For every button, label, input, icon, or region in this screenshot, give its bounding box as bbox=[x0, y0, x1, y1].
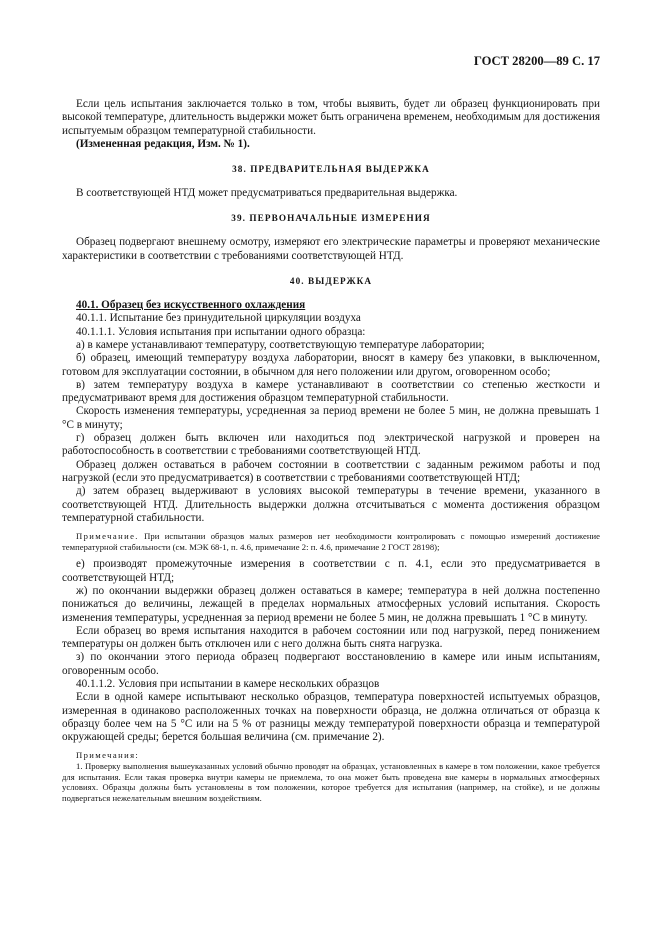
notes-label: Примечания: bbox=[76, 750, 140, 761]
document-page bbox=[62, 54, 600, 809]
amendment-note: (Измененная редакция, Изм. № 1). bbox=[76, 137, 250, 150]
rate-paragraph: Скорость изменения температуры, усредненная за период времени не более 5 мин, не должна превышать 1 °С в минуту; bbox=[62, 405, 600, 431]
item-zh: ж) по окончании выдержки образец должен оставаться в камере; температура в ней должна постепенно понижаться до величины, лежащей в пределах нормальных атмосферных условий испытания. Скорость изменения температуры, усредненная за период времени не более 5 мин, не должна превышать 1 °С в минуту. bbox=[62, 584, 600, 624]
subsection-40-1-1-1-heading: 40.1.1.1. Условия испытания при испытании одного образца: bbox=[76, 325, 366, 338]
item-b: б) образец, имеющий температуру воздуха лаборатории, вносят в камеру без упаковки, в выключенном, готовом для эксплуатации состоянии, в обычном для него положении или другом, оговоренном особо; bbox=[62, 352, 600, 378]
item-a: а) в камере устанавливают температуру, соответствующую температуре лаборатории; bbox=[76, 338, 485, 351]
section-39-text: Образец подвергают внешнему осмотру, измеряют его электрические параметры и проверяют механические характеристики в соответствии с требованиями соответствующей НТД. bbox=[62, 236, 600, 262]
subsection-40-1-heading: 40.1. Образец без искусственного охлаждения bbox=[76, 299, 306, 312]
multiple-samples-paragraph: Если в одной камере испытывают несколько образцов, температура поверхностей испытуемых образцов, измеренная в одинаково расположенных точках на поверхности образца, не должна отличаться от образца к образцу более чем на 5 °С или на 5 % от разницы между температурой поверхности образца и температурой окружающей среды; берется большая величина (см. примечание 2). bbox=[62, 691, 600, 744]
note-1: 1. Проверку выполнения вышеуказанных условий обычно проводят на образцах, установленных в камере в том положении, какое требуется для испытания. Если такая проверка внутри камеры не приемлема, то она может быть проведена вне камеры в нормальных атмосферных условиях. Образцы должны быть установлены в том положении, которое требуется для испытания (например, на стойке), и не должны подвергаться нежелательным внешним воздействиям. bbox=[62, 761, 600, 803]
subsection-40-1-1-2-heading: 40.1.1.2. Условия при испытании в камере нескольких образцов bbox=[76, 677, 380, 690]
note-text: При испытании образцов малых размеров нет необходимости контролировать с помощью измерений достижение температурной стабильности (см. МЭК 68-1, п. 4.6, примечание 2: п. 4.6, примечание 2 ГОСТ 28198); bbox=[62, 531, 601, 552]
item-e: е) производят промежуточные измерения в соответствии с п. 4.1, если это предусматривается в соответствующей НТД; bbox=[62, 558, 600, 584]
note-small-samples bbox=[62, 531, 600, 552]
item-v: в) затем температуру воздуха в камере устанавливают в соответствии со степенью жесткости и предусматривают время для достижения образцом температурной стабильности. bbox=[62, 378, 600, 405]
intro-paragraph: Если цель испытания заключается только в том, чтобы выявить, будет ли образец функционировать при высокой температуре, длительность выдержки может быть ограничена временем, необходимым для достижения испытуемым образцом температурной стабильности. bbox=[62, 98, 600, 137]
item-g: г) образец должен быть включен или находиться под электрической нагрузкой и проверен на работоспособность в соответствии с требованиями соответствующей НТД. bbox=[62, 432, 600, 458]
section-40-title: 40. ВЫДЕРЖКА bbox=[289, 276, 373, 287]
section-38-title: 38. ПРЕДВАРИТЕЛЬНАЯ ВЫДЕРЖКА bbox=[232, 164, 430, 175]
subsection-40-1-1-heading: 40.1.1. Испытание без принудительной циркуляции воздуха bbox=[76, 312, 361, 325]
item-z: з) по окончании этого периода образец подвергают восстановлению в камере или иным испытаниям, оговоренным особо. bbox=[62, 651, 600, 677]
section-38-text: В соответствующей НТД может предусматриваться предварительная выдержка. bbox=[76, 187, 458, 200]
note-label: Примечание. bbox=[76, 531, 139, 542]
load-off-paragraph: Если образец во время испытания находится в рабочем состоянии или под нагрузкой, перед понижением температуры он должен быть отключен или с него должна быть снята нагрузка. bbox=[62, 624, 600, 651]
item-d: д) затем образец выдерживают в условиях высокой температуры в течение времени, указанного в соответствующей НТД. Длительность выдержки должна отсчитываться с момента достижения образцом температурной стабильности. bbox=[62, 485, 600, 524]
page-header: ГОСТ 28200—89 С. 17 bbox=[473, 54, 600, 68]
working-state-paragraph: Образец должен оставаться в рабочем состоянии в соответствии с заданным режимом работы и под нагрузкой (если это предусматривается) в соответствии с требованиями соответствующей НТД; bbox=[62, 458, 600, 484]
section-39-title: 39. ПЕРВОНАЧАЛЬНЫЕ ИЗМЕРЕНИЯ bbox=[231, 213, 431, 224]
